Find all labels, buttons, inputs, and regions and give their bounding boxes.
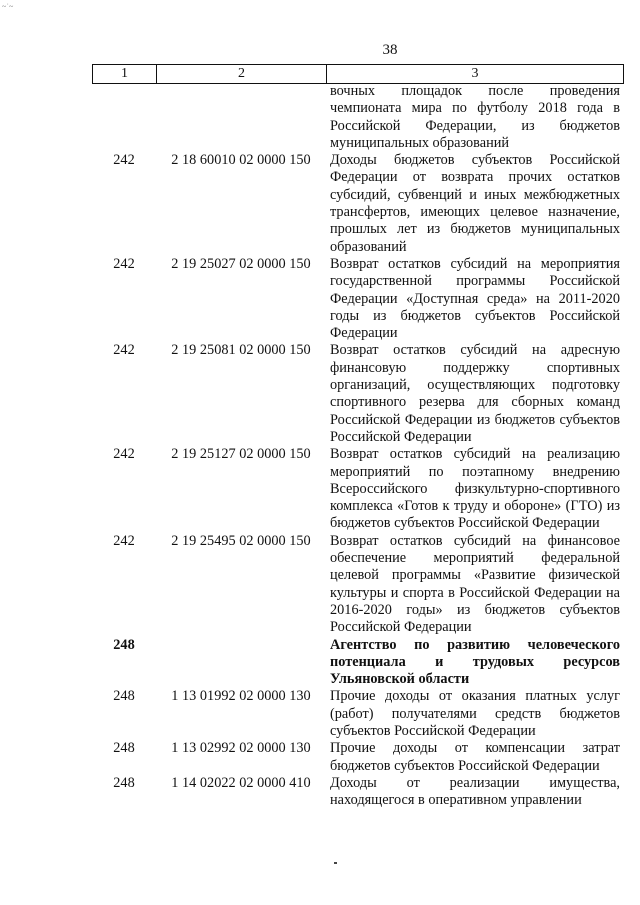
table-row — [92, 533, 624, 637]
row-description: Возврат остатков субсидий на финансовое обеспечение мероприятий федеральной целевой программы «Развитие физической культуры и спорта в Российской Федерации на 2016-2020 годы» из бюджетов субъектов Российской Федерации — [330, 532, 620, 636]
table-row — [92, 342, 624, 446]
table-row — [92, 446, 624, 532]
row-description: Доходы бюджетов субъектов Российской Федерации от возврата прочих остатков субсидий, субвенций и иных межбюджетных трансфертов, имеющих целевое назначение, прошлых лет из бюджетов муниципальных образований — [330, 152, 620, 255]
row-admin-code — [92, 83, 156, 152]
table-header — [92, 64, 624, 84]
row-description: Агентство по развитию человеческого потенциала и трудовых ресурсов Ульяновской области — [330, 636, 620, 688]
row-description: Прочие доходы от оказания платных услуг (работ) получателями средств бюджетов субъектов Российской Федерации — [330, 688, 620, 739]
row-description: вочных площадок после проведения чемпионата мира по футболу 2018 года в Российской Федерации, из бюджетов муниципальных образований — [330, 83, 620, 151]
table-row — [92, 637, 624, 689]
table-row — [92, 256, 624, 342]
page-number: 38 — [382, 42, 398, 58]
row-budget-code — [156, 83, 326, 152]
row-admin-code: 248 — [113, 774, 135, 791]
row-admin-code: 248 — [113, 636, 135, 653]
table-body — [92, 83, 624, 809]
row-description: Доходы от реализации имущества, находящегося в оперативном управлении — [330, 774, 620, 809]
row-description: Возврат остатков субсидий на адресную финансовую поддержку спортивных организаций, осуществляющих подготовку спортивного резерва для сборных команд Российской Федерации из бюджетов субъектов Российской Федерации — [330, 342, 620, 445]
row-admin-code: 248 — [113, 740, 135, 757]
row-budget-code — [156, 637, 326, 689]
header-col-2: 2 — [157, 65, 327, 83]
table-row — [92, 775, 624, 810]
row-budget-code: 2 18 60010 02 0000 150 — [171, 152, 311, 169]
row-budget-code: 2 19 25127 02 0000 150 — [171, 446, 311, 463]
header-col-3: 3 — [471, 66, 479, 81]
scan-dot — [334, 862, 337, 864]
row-budget-code: 2 19 25081 02 0000 150 — [171, 342, 311, 359]
row-description: Прочие доходы от компенсации затрат бюджетов субъектов Российской Федерации — [330, 740, 620, 774]
row-admin-code: 242 — [113, 446, 135, 463]
row-admin-code: 242 — [113, 255, 135, 272]
row-budget-code: 2 19 25027 02 0000 150 — [171, 255, 311, 272]
row-admin-code: 242 — [113, 152, 135, 169]
row-description: Возврат остатков субсидий на мероприятия государственной программы Российской Федерации «Доступная среда» на 2011-2020 годы из бюджетов субъектов Российской Федерации — [330, 255, 620, 342]
table-row — [92, 152, 624, 256]
scan-artifact: ~˙~ — [2, 2, 14, 11]
table-row — [92, 688, 624, 740]
table-row — [92, 83, 624, 152]
row-admin-code: 242 — [113, 342, 135, 359]
row-budget-code: 1 14 02022 02 0000 410 — [171, 774, 311, 791]
table-row — [92, 740, 624, 775]
row-description: Возврат остатков субсидий на реализацию мероприятий по поэтапному внедрению Всероссийского физкультурно-спортивного комплекса «Готов к труду и обороне» (ГТО) из бюджетов субъектов Российской Федерации — [330, 446, 620, 532]
row-budget-code: 2 19 25495 02 0000 150 — [171, 532, 311, 549]
row-admin-code: 248 — [113, 688, 135, 705]
row-budget-code: 1 13 02992 02 0000 130 — [171, 740, 311, 757]
header-col-1: 1 — [93, 65, 157, 83]
row-admin-code: 242 — [113, 532, 135, 549]
row-budget-code: 1 13 01992 02 0000 130 — [171, 688, 311, 705]
